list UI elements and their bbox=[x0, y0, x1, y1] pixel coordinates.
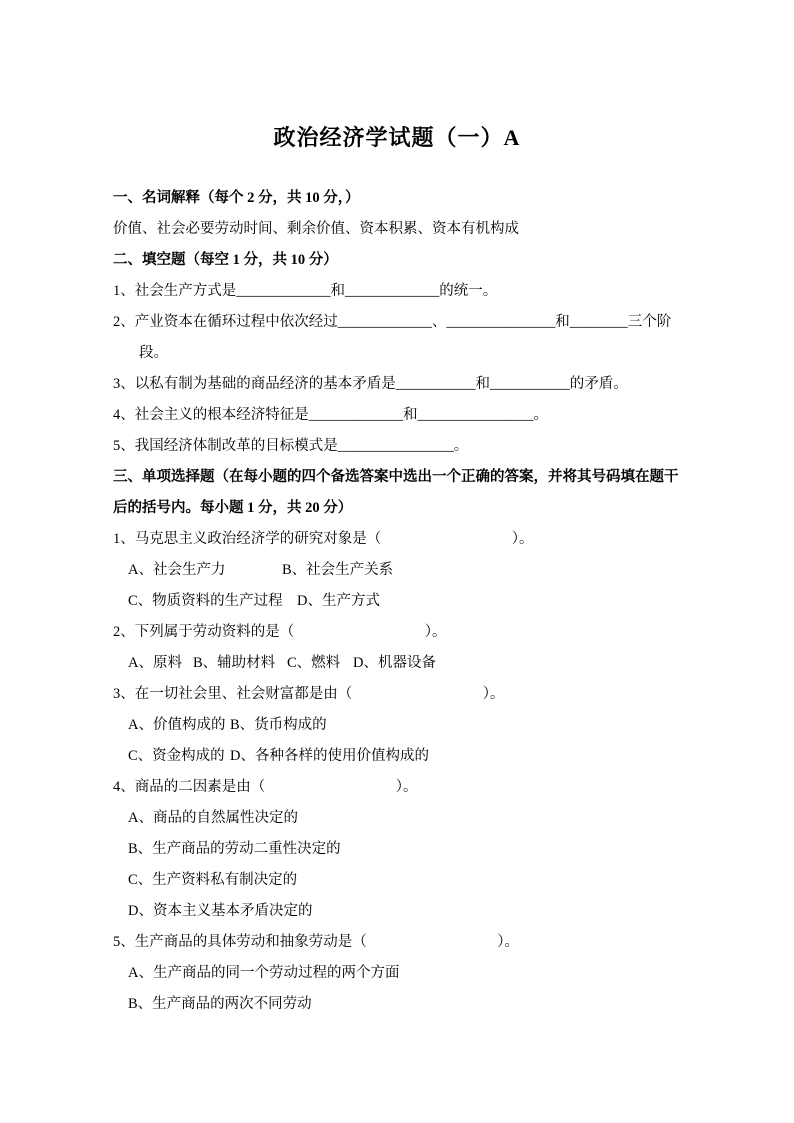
mc-q1-option-b: B、社会生产关系 bbox=[282, 562, 394, 578]
mc-q4-option-b: B、生产商品的劳动二重性决定的 bbox=[128, 841, 341, 857]
mc-q3-option-d: D、各种各样的使用价值构成的 bbox=[230, 748, 429, 764]
mc-q3-option-a: A、价值构成的 bbox=[128, 717, 226, 733]
mc-question-1-options-row1 bbox=[113, 555, 686, 586]
section2-question-4: 4、社会主义的根本经济特征是_____________和________________。 bbox=[113, 407, 548, 423]
mc-q5-option-b: B、生产商品的两次不同劳动 bbox=[128, 996, 312, 1012]
mc-q2-option-c: C、燃料 bbox=[287, 655, 341, 671]
mc-q4-option-c: C、生产资料私有制决定的 bbox=[128, 872, 298, 888]
section2-heading: 二、填空题（每空 1 分，共 10 分） bbox=[113, 252, 338, 268]
document-body bbox=[0, 183, 794, 1020]
mc-question-4-stem: 4、商品的二因素是由（ ）。 bbox=[113, 779, 418, 795]
mc-q2-option-d: D、机器设备 bbox=[353, 655, 436, 671]
mc-q4-option-a: A、商品的自然属性决定的 bbox=[128, 810, 298, 826]
mc-q3-option-b: B、货币构成的 bbox=[230, 717, 327, 733]
mc-q3-option-c: C、资金构成的 bbox=[128, 748, 225, 764]
page-title: 政治经济学试题（一）A bbox=[273, 125, 521, 150]
mc-q2-option-a: A、原料 bbox=[128, 655, 182, 671]
mc-q1-option-c: C、物质资料的生产过程 bbox=[128, 593, 283, 609]
section1-terms: 价值、社会必要劳动时间、剩余价值、资本积累、资本有机构成 bbox=[113, 221, 519, 237]
section2-question-2-line2: 段。 bbox=[139, 345, 168, 361]
mc-q2-option-b: B、辅助材料 bbox=[193, 655, 276, 671]
section2-question-1: 1、社会生产方式是_____________和_____________的统一。 bbox=[113, 283, 498, 299]
mc-q4-option-d: D、资本主义基本矛盾决定的 bbox=[128, 903, 313, 919]
mc-question-1-options-row2 bbox=[113, 586, 686, 617]
section1-heading: 一、名词解释（每个 2 分，共 10 分，） bbox=[113, 190, 360, 206]
mc-q5-option-a: A、生产商品的同一个劳动过程的两个方面 bbox=[128, 965, 400, 981]
mc-question-5-stem: 5、生产商品的具体劳动和抽象劳动是（ ）。 bbox=[113, 934, 519, 950]
mc-q1-option-d: D、生产方式 bbox=[297, 593, 380, 609]
mc-question-2-options-row bbox=[113, 648, 686, 679]
mc-question-3-options-row1 bbox=[113, 710, 686, 741]
mc-question-2-stem: 2、下列属于劳动资料的是（ ）。 bbox=[113, 624, 447, 640]
section2-question-5: 5、我国经济体制改革的目标模式是________________。 bbox=[113, 438, 469, 454]
section2-question-2-line1: 2、产业资本在循环过程中依次经过_____________、_______________和________三个阶 bbox=[113, 314, 672, 330]
mc-question-3-options-row2 bbox=[113, 741, 686, 772]
mc-question-1-stem: 1、马克思主义政治经济学的研究对象是（ ）。 bbox=[113, 531, 534, 547]
mc-q1-option-a: A、社会生产力 bbox=[128, 562, 226, 578]
section2-question-3: 3、以私有制为基础的商品经济的基本矛盾是___________和___________的矛盾。 bbox=[113, 376, 628, 392]
mc-question-3-stem: 3、在一切社会里、社会财富都是由（ ）。 bbox=[113, 686, 505, 702]
section3-heading-line2: 后的括号内。每小题 1 分，共 20 分） bbox=[113, 500, 353, 516]
section3-heading-line1: 三、单项选择题（在每小题的四个备选答案中选出一个正确的答案，并将其号码填在题干 bbox=[113, 469, 679, 485]
